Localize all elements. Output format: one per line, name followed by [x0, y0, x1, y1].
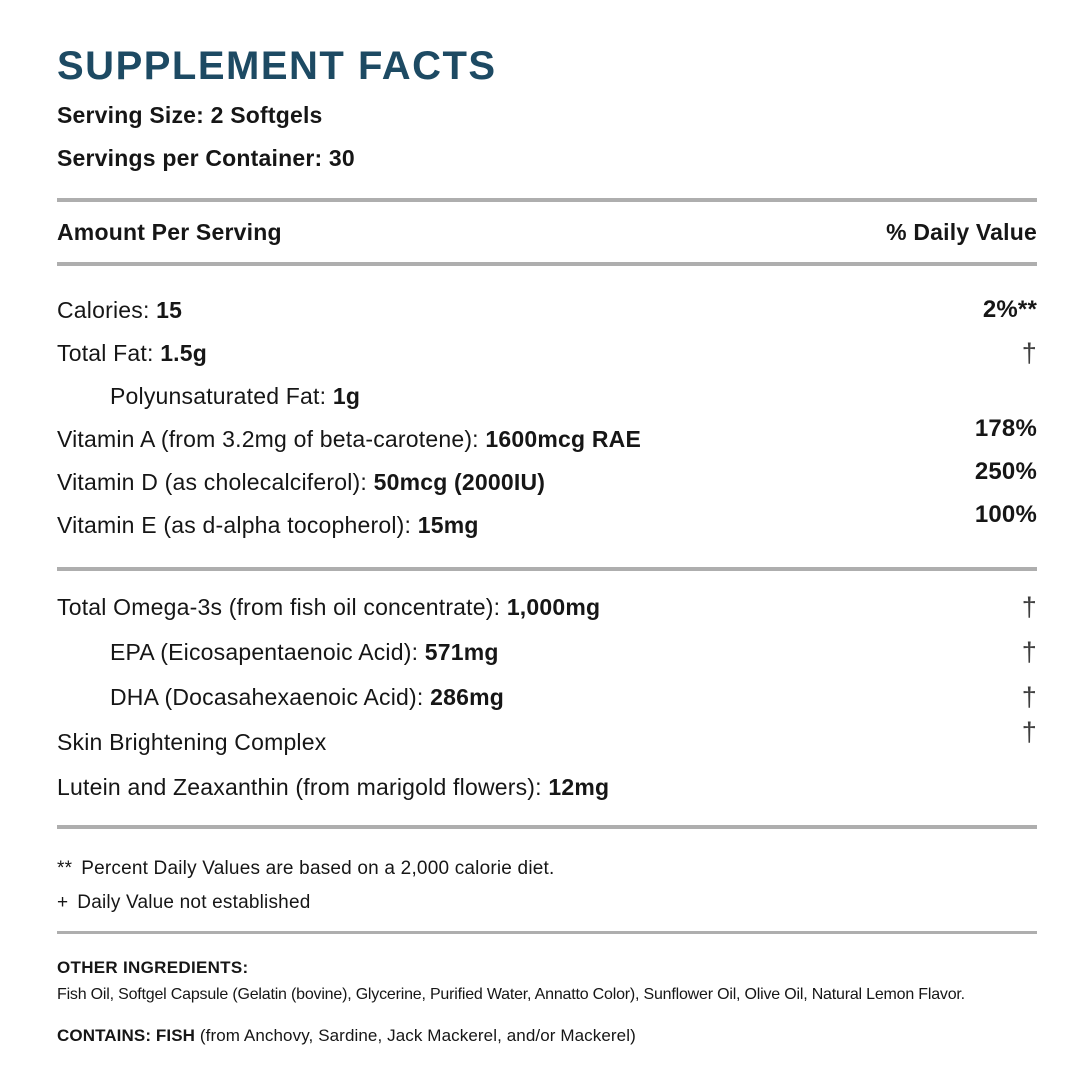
daily-value-dagger: †	[1021, 717, 1037, 747]
nutrient-label	[110, 639, 499, 665]
nutrient-section-2	[57, 594, 1037, 800]
footnote-marker: **	[57, 858, 73, 879]
nutrient-name: Vitamin D (as cholecalciferol):	[57, 469, 374, 495]
nutrient-amount: 1.5g	[160, 340, 208, 366]
nutrient-name: Skin Brightening Complex	[57, 729, 327, 755]
column-header-amount: Amount Per Serving	[57, 219, 282, 245]
nutrient-amount: 15mg	[417, 512, 479, 538]
nutrient-label	[110, 383, 360, 409]
divider-top	[57, 198, 1037, 202]
divider-other-ingredients	[57, 931, 1037, 934]
nutrient-name: Vitamin E (as d-alpha tocopherol):	[57, 512, 418, 538]
nutrient-amount: 15	[156, 297, 183, 323]
nutrient-amount: 1,000mg	[506, 594, 601, 620]
nutrient-row-skin-brightening-complex	[57, 717, 1037, 755]
nutrient-name: DHA (Docasahexaenoic Acid):	[110, 684, 431, 710]
other-ingredients-heading: OTHER INGREDIENTS:	[57, 958, 249, 977]
servings-per-container: Servings per Container: 30	[57, 145, 355, 171]
other-ingredients-list: Fish Oil, Softgel Capsule (Gelatin (bovine), Glycerine, Purified Water, Annatto Color), Sunflower Oil, Olive Oil, Natural Lemon Flavor.	[57, 986, 965, 1003]
nutrient-label	[57, 340, 207, 366]
nutrient-amount: 286mg	[430, 684, 504, 710]
nutrient-row-calories	[57, 297, 1037, 323]
daily-value-dagger: †	[1021, 637, 1037, 667]
nutrient-amount: 12mg	[548, 774, 610, 800]
footnote-text: Percent Daily Values are based on a 2,000 calorie diet.	[81, 858, 555, 879]
allergen-statement-bold: CONTAINS: FISH	[57, 1026, 200, 1045]
nutrient-label	[57, 729, 326, 755]
page-title: SUPPLEMENT FACTS	[57, 44, 497, 88]
nutrient-amount: 1g	[332, 383, 361, 409]
nutrient-name: EPA (Eicosapentaenoic Acid):	[110, 639, 425, 665]
other-ingredients-section	[57, 958, 1037, 1046]
nutrient-row-total-fat	[57, 340, 1037, 366]
daily-value: 2%**	[982, 296, 1037, 323]
nutrient-name: Polyunsaturated Fat:	[110, 383, 333, 409]
daily-value-dagger: †	[1021, 682, 1037, 712]
footnote-text: Daily Value not established	[77, 892, 311, 913]
nutrient-row-vitamin-a	[57, 415, 1037, 452]
divider-omega-section	[57, 567, 1037, 571]
daily-value: 100%	[974, 501, 1037, 528]
allergen-statement	[57, 1026, 1037, 1046]
nutrient-name: Lutein and Zeaxanthin (from marigold flowers):	[57, 774, 549, 800]
divider-header	[57, 262, 1037, 266]
nutrient-row-epa	[57, 639, 1037, 665]
nutrient-label	[110, 684, 504, 710]
allergen-statement-detail: (from Anchovy, Sardine, Jack Mackerel, and/or Mackerel)	[199, 1026, 636, 1045]
column-header-daily-value: % Daily Value	[886, 219, 1037, 245]
nutrient-label	[57, 297, 182, 323]
daily-value: 250%	[974, 458, 1037, 485]
footnote-daily-values	[57, 858, 1037, 880]
nutrient-section-1	[57, 297, 1037, 538]
serving-size: Serving Size: 2 Softgels	[57, 102, 323, 128]
nutrient-row-total-omega-3s	[57, 594, 1037, 620]
divider-footnotes	[57, 825, 1037, 829]
nutrient-row-polyunsaturated-fat	[57, 383, 1037, 409]
nutrient-name: Total Fat:	[57, 340, 161, 366]
nutrient-row-vitamin-e	[57, 501, 1037, 538]
nutrient-amount: 50mcg (2000IU)	[373, 469, 546, 495]
daily-value-dagger: †	[1021, 592, 1037, 622]
nutrient-name: Vitamin A (from 3.2mg of beta-carotene):	[57, 426, 486, 452]
nutrient-label	[57, 426, 641, 452]
nutrient-label	[57, 774, 609, 800]
nutrient-row-vitamin-d	[57, 458, 1037, 495]
nutrient-amount: 1600mcg RAE	[485, 426, 641, 452]
nutrient-row-dha	[57, 684, 1037, 710]
table-header	[57, 219, 1037, 245]
footnote-not-established	[57, 892, 1037, 914]
daily-value: 178%	[974, 415, 1037, 442]
nutrient-row-lutein-zeaxanthin	[57, 774, 1037, 800]
nutrient-label	[57, 594, 600, 620]
nutrient-amount: 571mg	[424, 639, 499, 665]
nutrient-name: Total Omega-3s (from fish oil concentrate):	[57, 594, 507, 620]
nutrient-name: Calories:	[57, 297, 157, 323]
nutrient-label	[57, 469, 545, 495]
footnote-marker: +	[57, 892, 69, 913]
nutrient-label	[57, 512, 479, 538]
footnotes	[57, 858, 1037, 914]
daily-value-dagger: †	[1021, 338, 1037, 368]
